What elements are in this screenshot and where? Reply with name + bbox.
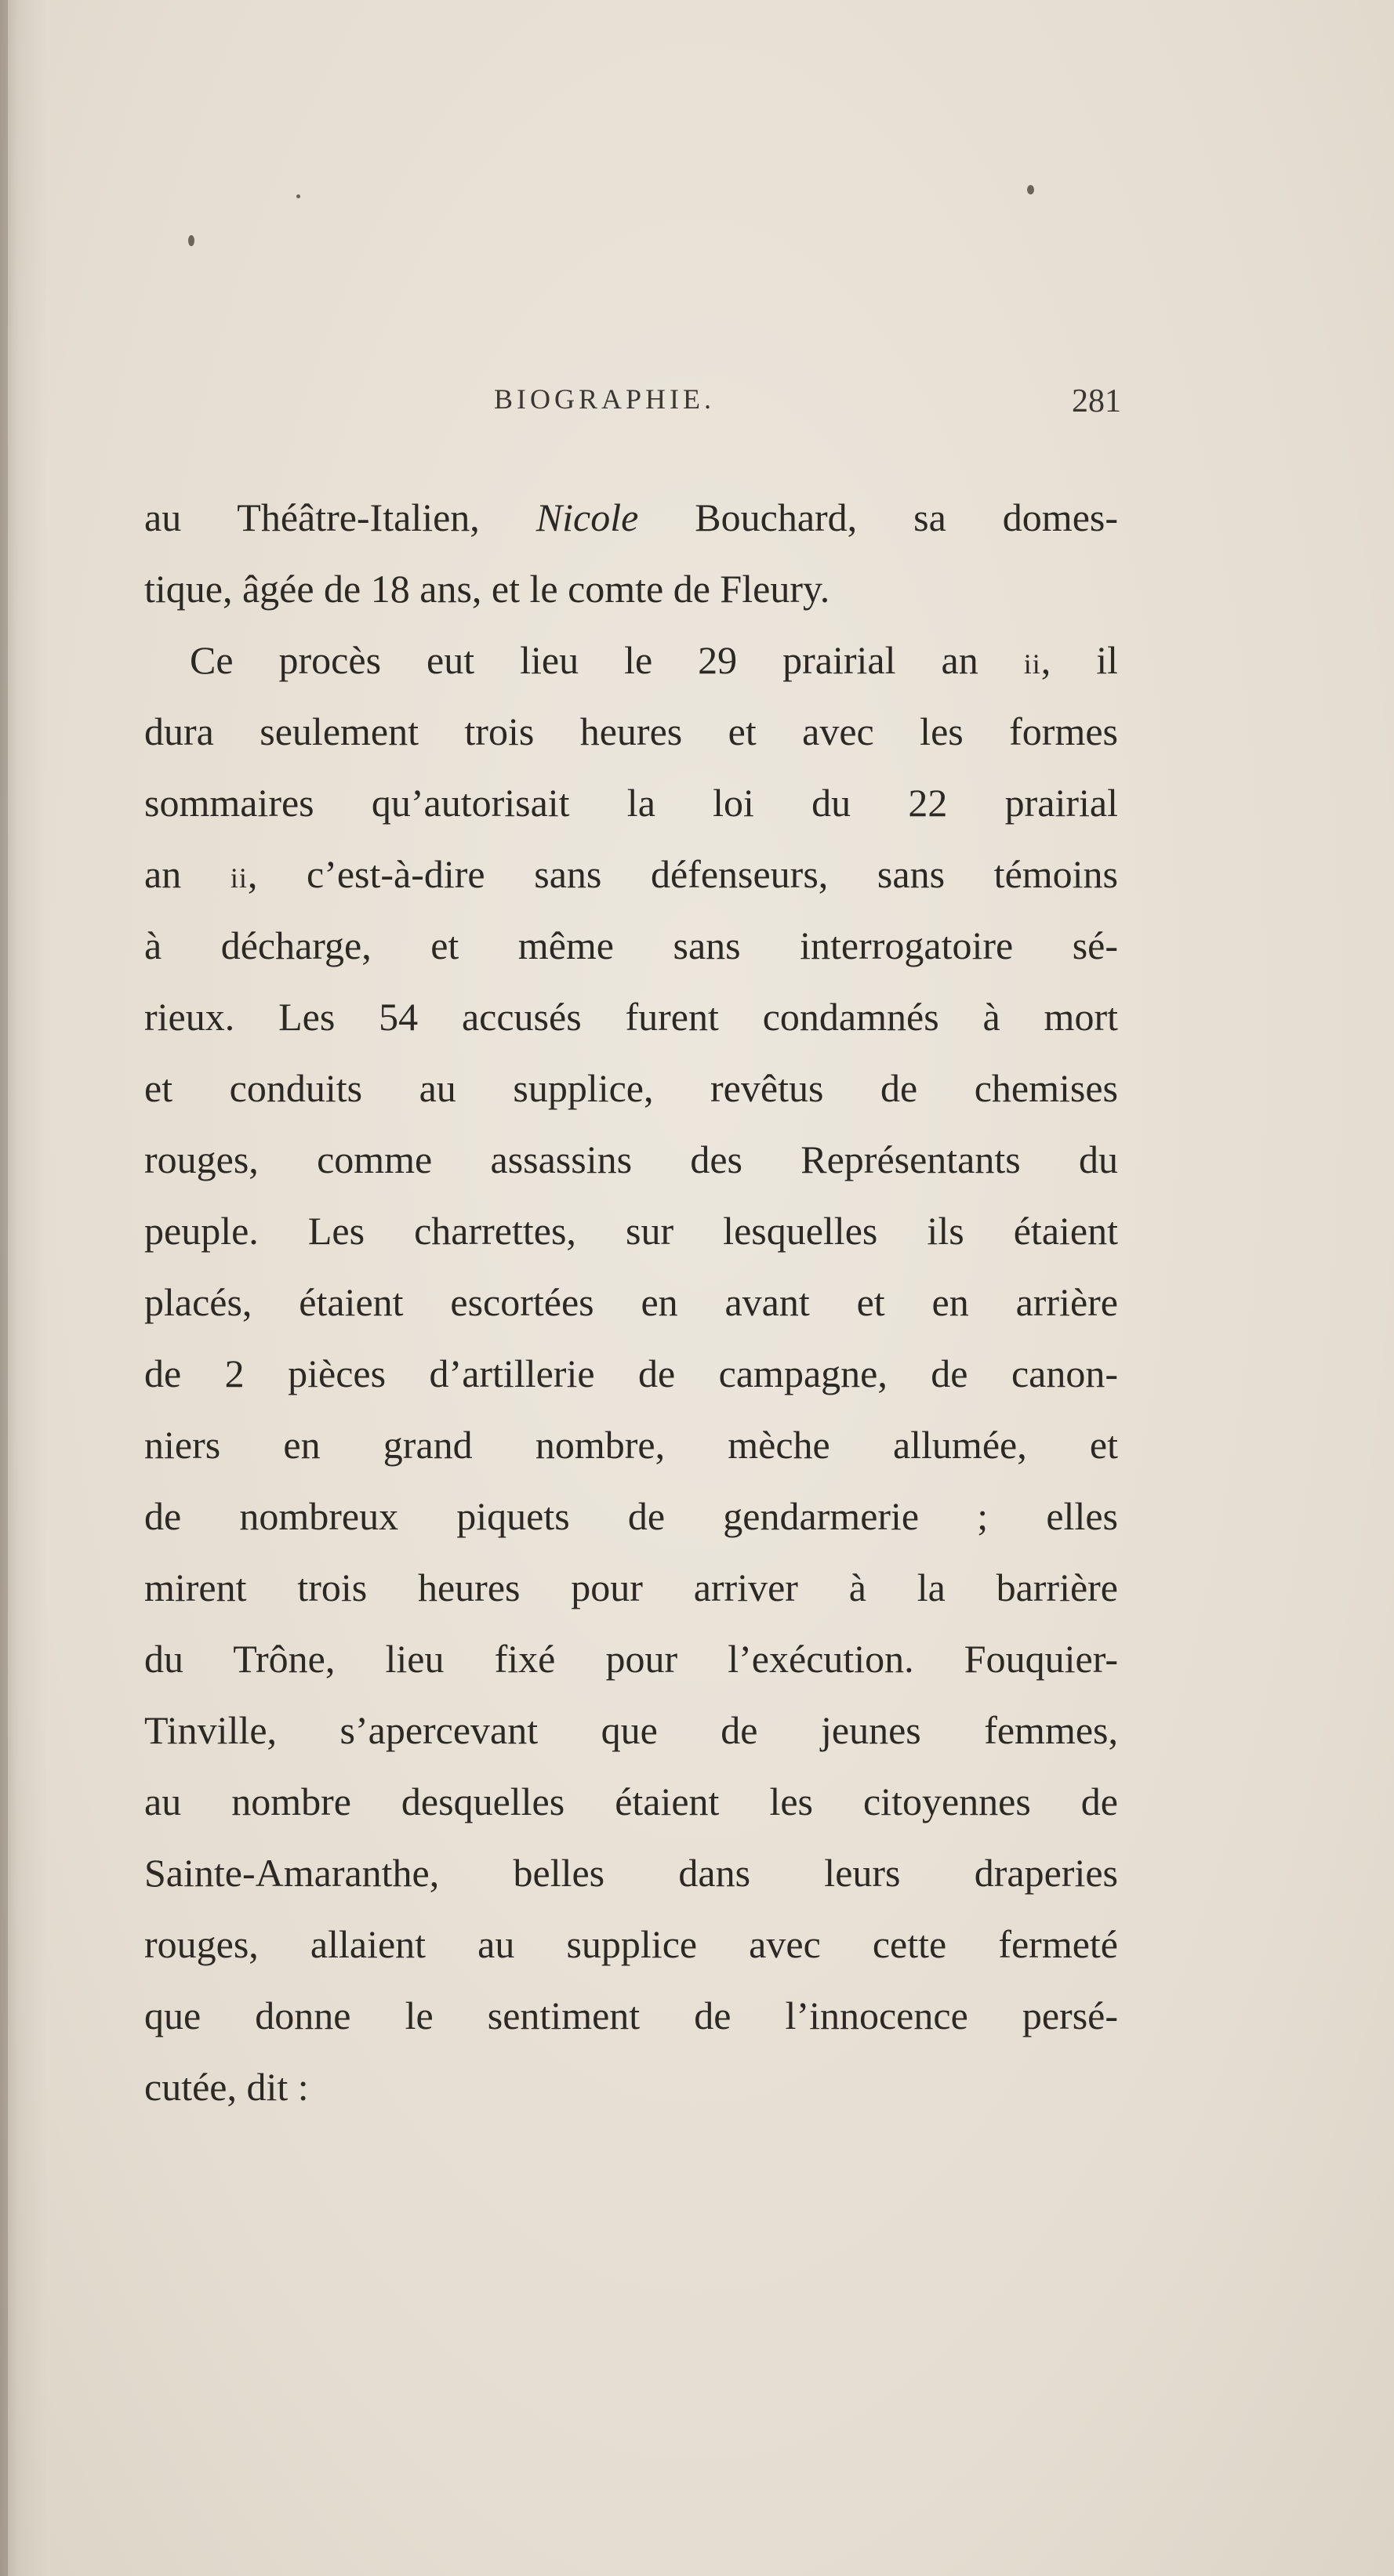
text-line: Ce procès eut lieu le 29 prairial an ii, il [190,638,1118,682]
body-text [144,482,1118,2123]
text-line: rouges, allaient au supplice avec cette fermeté [144,1922,1118,1966]
text-line: au nombre desquelles étaient les citoyennes de [144,1780,1118,1823]
text-line: rieux. Les 54 accusés furent condamnés à mort [144,995,1118,1039]
text-line: niers en grand nombre, mèche allumée, et [144,1423,1118,1467]
text-line: dura seulement trois heures et avec les formes [144,709,1118,753]
text-line: sommaires qu’autorisait la loi du 22 prairial [144,781,1118,825]
text-line: à décharge, et même sans interrogatoire sé- [144,923,1118,967]
page-number: 281 [1072,383,1121,419]
page-spine-shadow [0,0,8,2576]
text-line: rouges, comme assassins des Représentants du [144,1137,1118,1181]
text-line: et conduits au supplice, revêtus de chemises [144,1066,1118,1110]
paper-speck [296,194,300,198]
text-line: Tinville, s’apercevant que de jeunes femmes, [144,1708,1118,1752]
paper-speck [1027,185,1034,194]
text-line: an ii, c’est-à-dire sans défenseurs, sans témoins [144,852,1118,896]
text-line: peuple. Les charrettes, sur lesquelles ils étaient [144,1209,1118,1253]
text-line: mirent trois heures pour arriver à la barrière [144,1566,1118,1609]
running-header [141,383,1121,430]
text-line: cutée, dit : [144,2065,309,2109]
text-line: tique, âgée de 18 ans, et le comte de Fleury. [144,567,830,611]
running-title: BIOGRAPHIE. [494,383,716,415]
text-line: de nombreux piquets de gendarmerie ; elles [144,1494,1118,1538]
text-line: de 2 pièces d’artillerie de campagne, de canon- [144,1351,1118,1395]
text-line: placés, étaient escortées en avant et en arrière [144,1280,1118,1324]
text-line: au Théâtre-Italien, Nicole Bouchard, sa domes- [144,495,1118,539]
text-line: du Trône, lieu fixé pour l’exécution. Fouquier- [144,1637,1118,1681]
text-line: que donne le sentiment de l’innocence persé- [144,1994,1118,2037]
text-line: Sainte-Amaranthe, belles dans leurs draperies [144,1851,1118,1895]
paper-speck [188,235,194,246]
